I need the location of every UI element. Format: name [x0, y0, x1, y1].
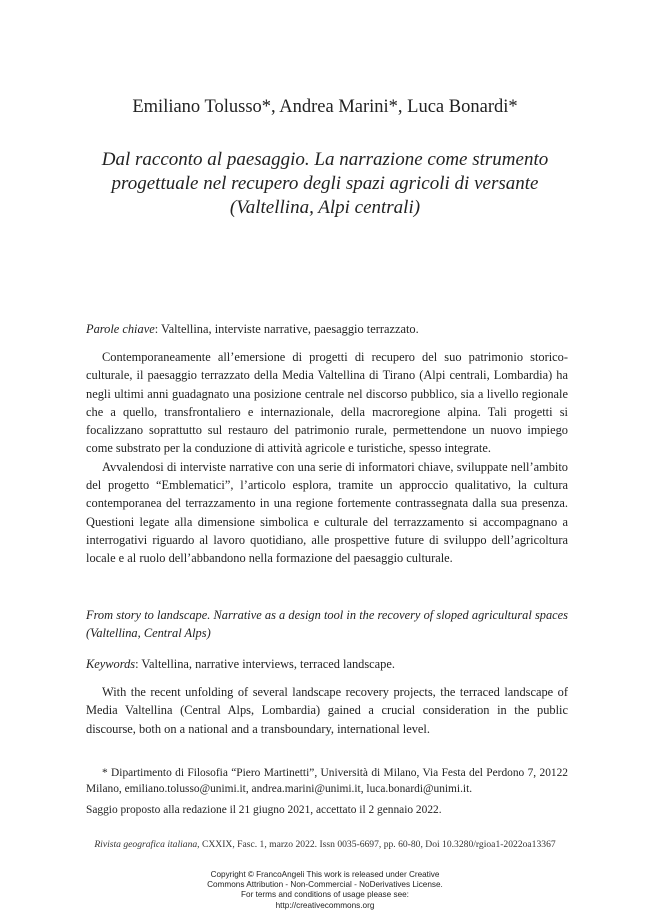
abstract-paragraph: With the recent unfolding of several landscape recovery projects, the terraced landscape of Media Valtellina (Central Alps, Lombardia) gained a crucial consideration in the public discourse, both on a national and a transboundary, international level.: [86, 685, 568, 736]
license-link[interactable]: http://creativecommons.org: [275, 900, 375, 910]
keywords-text: : Valtellina, interviste narrative, paesaggio terrazzato.: [154, 322, 419, 336]
title-line: Dal racconto al paesaggio. La narrazione come strumento: [101, 149, 549, 170]
english-keywords: [86, 655, 568, 673]
keywords-label: Parole chiave: [86, 322, 155, 336]
article-title: [70, 148, 580, 220]
italian-abstract: [86, 348, 568, 568]
license-line: For terms and conditions of usage please see:: [241, 890, 409, 900]
license-notice: [0, 870, 650, 911]
english-abstract: [86, 683, 568, 738]
footnote-dates: Saggio proposto alla redazione il 21 giugno 2021, accettato il 2 gennaio 2022.: [86, 803, 442, 816]
italian-keywords: [86, 320, 568, 338]
footnote-affiliation: * Dipartimento di Filosofia “Piero Martinetti”, Università di Milano, Via Festa del Perdono 7, 20122 Milano, emiliano.tolusso@unimi.it, andrea.marini@unimi.it, luca.bonardi@unimi.it.: [86, 767, 568, 796]
journal-citation: [0, 839, 650, 850]
license-line: Copyright © FrancoAngeli This work is released under Creative: [210, 870, 440, 879]
abstract-paragraph: Contemporaneamente all’emersione di progetti di recupero del suo patrimonio storico-culturale, il paesaggio terrazzato della Media Valtellina di Tirano (Alpi centrali, Lombardia) ha negli ultimi anni guadagnato una posizione centrale nel discorso pubblico, sia a livello regionale che a quello, transfrontaliero e internazionale, della macroregione alpina. Tali progetti si focalizzano soprattutto sul restauro del patrimonio rurale, permettendone un nuovo impiego come substrato per la conduzione di attività agricole e turistiche, spesso integrate.: [86, 350, 568, 456]
license-line: Commons Attribution - Non-Commercial - NoDerivatives License.: [207, 880, 443, 890]
keywords-label: Keywords: [86, 657, 136, 671]
title-line: (Valtellina, Alpi centrali): [229, 197, 421, 218]
authors: Emiliano Tolusso*, Andrea Marini*, Luca Bonardi*: [132, 97, 518, 117]
journal-name: Rivista geografica italiana: [94, 839, 198, 850]
footnotes: [86, 765, 568, 818]
english-title: From story to landscape. Narrative as a design tool in the recovery of sloped agricultural spaces (Valtellina, Central Alps): [86, 608, 568, 641]
title-line: progettuale nel recupero degli spazi agricoli di versante: [111, 173, 539, 194]
abstract-paragraph: Avvalendosi di interviste narrative con una serie di informatori chiave, sviluppate nell’ambito del progetto “Emblematici”, l’articolo esplora, tramite un approccio qualitativo, la cultura contemporanea del terrazzamento in una regione fortemente contrassegnata dalla sua presenza. Questioni legate alla dimensione simbolica e culturale del terrazzamento si accompagnano a interrogativi riguardo al lavoro quotidiano, alle prospettive future di sviluppo dell’agricoltura locale e al ruolo dell’abbandono nella formazione del paesaggio culturale.: [86, 459, 568, 566]
citation-details: , CXXIX, Fasc. 1, marzo 2022. Issn 0035-6697, pp. 60-80, Doi 10.3280/rgioa1-2022oa13367: [197, 839, 556, 850]
keywords-text: : Valtellina, narrative interviews, terraced landscape.: [135, 657, 395, 671]
